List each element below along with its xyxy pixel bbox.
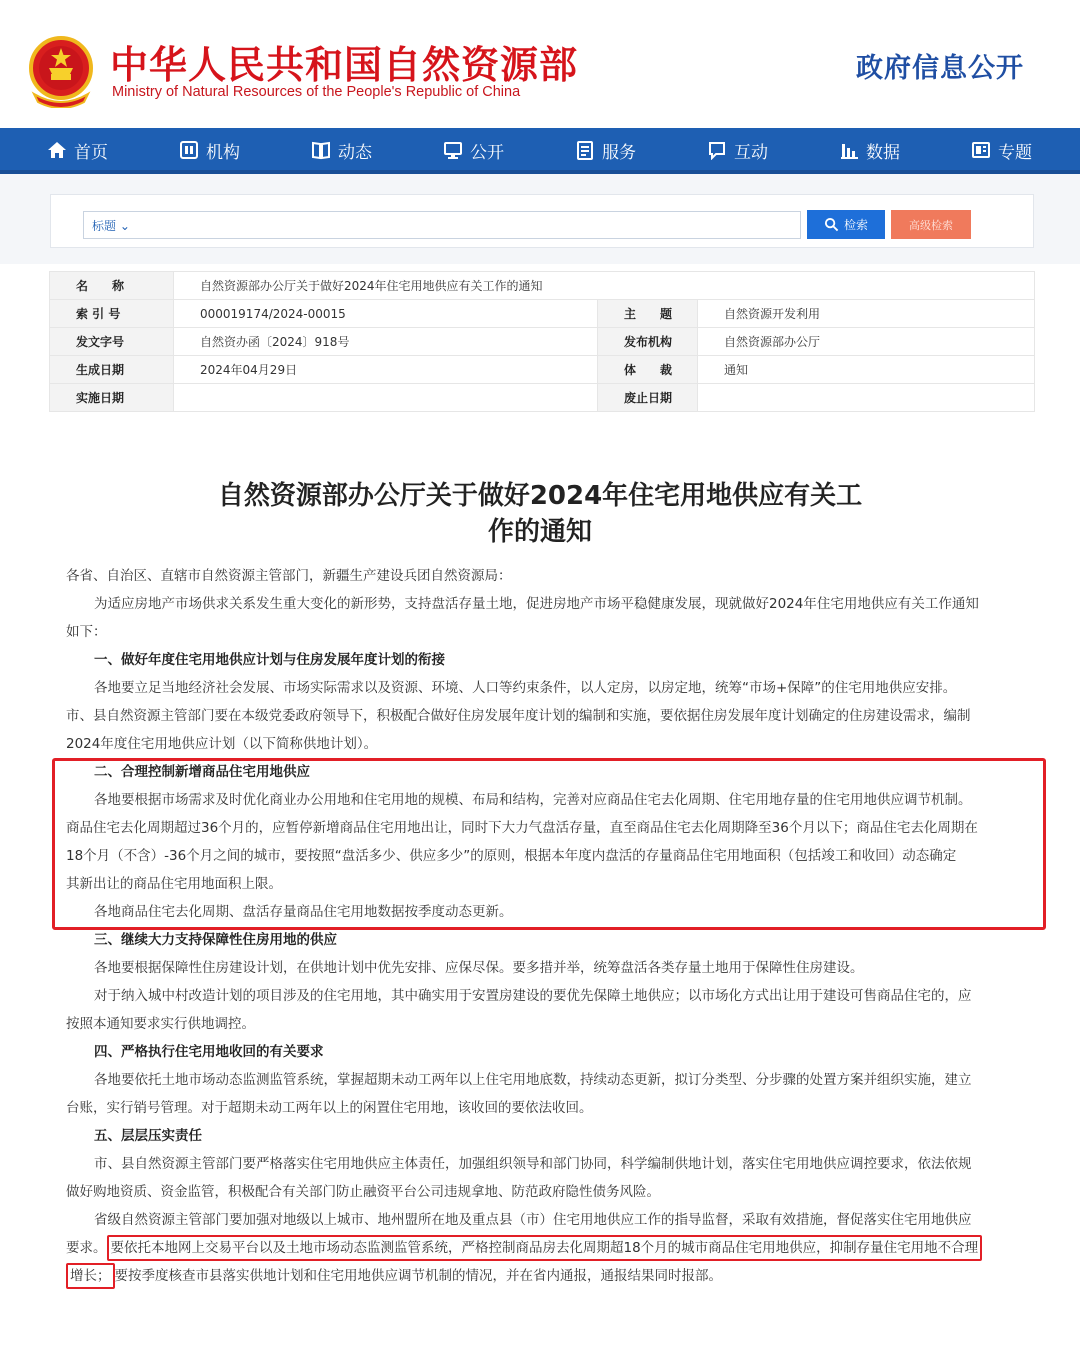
site-title: 中华人民共和国自然资源部 xyxy=(110,43,579,87)
nav-item-disclosure[interactable] xyxy=(443,128,504,172)
site-header xyxy=(0,0,1080,128)
nav-label: 公开 xyxy=(470,142,504,163)
meta-value xyxy=(698,384,1035,412)
site-subtitle: Ministry of Natural Resources of the People's Republic of China xyxy=(112,84,521,100)
table-row xyxy=(50,356,1035,384)
nav-item-home[interactable] xyxy=(47,128,108,172)
search-band xyxy=(0,174,1080,264)
paragraph: 其新出让的商品住宅用地面积上限。 xyxy=(66,876,282,892)
advanced-search-button[interactable]: 高级检索 xyxy=(891,210,971,239)
nav-label: 动态 xyxy=(338,142,372,163)
paragraph: 各地要根据市场需求及时优化商业办公用地和住宅用地的规模、布局和结构，完善对应商品住宅去化周期、住宅用地存量的住宅用地供应调节机制。 xyxy=(94,792,972,808)
search-icon xyxy=(824,217,839,232)
meta-value: 000019174/2024-00015 xyxy=(174,300,598,328)
main-nav xyxy=(0,128,1080,174)
paragraph xyxy=(66,1234,1016,1262)
meta-label: 发文字号 xyxy=(50,328,174,356)
highlighted-text: 增长； xyxy=(66,1263,115,1289)
paragraph: 如下： xyxy=(66,624,107,640)
nav-item-org[interactable] xyxy=(179,128,240,172)
paragraph: 商品住宅去化周期超过36个月的，应暂停新增商品住宅用地出让，同时下大力气盘活存量，直至商品住宅去化周期降至36个月以下；商品住宅去化周期在 xyxy=(66,820,978,836)
search-field-select[interactable]: 标题 ⌄ xyxy=(92,219,130,233)
paragraph: 市、县自然资源主管部门要严格落实住宅用地供应主体责任，加强组织领导和部门协同，科学编制供地计划，落实住宅用地供应调控要求，依法依规 xyxy=(94,1156,972,1172)
salutation: 各省、自治区、直辖市自然资源主管部门，新疆生产建设兵团自然资源局： xyxy=(66,568,512,584)
home-icon xyxy=(47,140,67,160)
document-title xyxy=(150,478,930,550)
nav-item-data[interactable] xyxy=(839,128,900,172)
nav-label: 服务 xyxy=(602,142,636,163)
title-line: 自然资源部办公厅关于做好2024年住宅用地供应有关工 xyxy=(217,481,863,511)
meta-label: 索 引 号 xyxy=(50,300,174,328)
nav-item-service[interactable] xyxy=(575,128,636,172)
paragraph xyxy=(66,1262,1016,1290)
chevron-down-icon: ⌄ xyxy=(119,219,130,233)
meta-label: 生成日期 xyxy=(50,356,174,384)
meta-value: 通知 xyxy=(698,356,1035,384)
meta-label: 废止日期 xyxy=(598,384,698,412)
nav-label: 专题 xyxy=(998,142,1032,163)
meta-label: 主 题 xyxy=(598,300,698,328)
meta-value: 自然资源开发利用 xyxy=(698,300,1035,328)
meta-value: 2024年04月29日 xyxy=(174,356,598,384)
table-row xyxy=(50,300,1035,328)
topic-icon xyxy=(971,140,991,160)
paragraph: 按照本通知要求实行供地调控。 xyxy=(66,1016,255,1032)
table-row xyxy=(50,272,1035,300)
meta-label: 发布机构 xyxy=(598,328,698,356)
chat-icon xyxy=(707,140,727,160)
paragraph: 省级自然资源主管部门要加强对地级以上城市、地州盟所在地及重点县（市）住宅用地供应工作的指导监督，采取有效措施，督促落实住宅用地供应 xyxy=(94,1212,972,1228)
search-input[interactable] xyxy=(83,211,801,239)
meta-value: 自然资办函〔2024〕918号 xyxy=(174,328,598,356)
paragraph: 对于纳入城中村改造计划的项目涉及的住宅用地，其中确实用于安置房建设的要优先保障土地供应；以市场化方式出让用于建设可售商品住宅的，应 xyxy=(94,988,972,1004)
meta-value: 自然资源部办公厅 xyxy=(698,328,1035,356)
highlight-box xyxy=(52,758,1046,930)
chart-icon xyxy=(839,140,859,160)
text-run: 要按季度核查市县落实供地计划和住宅用地供应调节机制的情况，并在省内通报，通报结果同时报部。 xyxy=(114,1268,722,1284)
highlighted-text: 要依托本地网上交易平台以及土地市场动态监测监管系统，严格控制商品房去化周期超18个月的城市商品住宅用地供应，抑制存量住宅用地不合理 xyxy=(107,1235,983,1261)
national-emblem-icon xyxy=(26,34,96,108)
nav-item-news[interactable] xyxy=(311,128,372,172)
meta-value: 自然资源部办公厅关于做好2024年住宅用地供应有关工作的通知 xyxy=(174,272,1035,300)
paragraph: 做好购地资质、资金监管，积极配合有关部门防止融资平台公司违规拿地、防范政府隐性债务风险。 xyxy=(66,1184,660,1200)
meta-label: 体 裁 xyxy=(598,356,698,384)
nav-item-interact[interactable] xyxy=(707,128,768,172)
paragraph: 市、县自然资源主管部门要在本级党委政府领导下，积极配合做好住房发展年度计划的编制和实施，要依据住房发展年度计划确定的住房建设需求，编制 xyxy=(66,708,971,724)
nav-label: 数据 xyxy=(866,142,900,163)
disclosure-icon xyxy=(443,140,463,160)
section-heading: 一、做好年度住宅用地供应计划与住房发展年度计划的衔接 xyxy=(94,652,445,668)
meta-label: 名 称 xyxy=(50,272,174,300)
document-meta-table xyxy=(49,271,1035,412)
org-icon xyxy=(179,140,199,160)
paragraph: 各地要根据保障性住房建设计划，在供地计划中优先安排、应保尽保。要多措并举，统筹盘活各类存量土地用于保障性住房建设。 xyxy=(94,960,864,976)
section-heading: 三、继续大力支持保障性住房用地的供应 xyxy=(94,932,337,948)
table-row xyxy=(50,384,1035,412)
table-row xyxy=(50,328,1035,356)
nav-label: 机构 xyxy=(206,142,240,163)
section-heading: 五、层层压实责任 xyxy=(94,1128,202,1144)
section-heading: 二、合理控制新增商品住宅用地供应 xyxy=(94,764,310,780)
text-run: 要求。 xyxy=(66,1240,107,1256)
paragraph: 各地商品住宅去化周期、盘活存量商品住宅用地数据按季度动态更新。 xyxy=(94,904,513,920)
title-line: 作的通知 xyxy=(487,517,592,547)
search-box xyxy=(50,194,1034,248)
meta-value xyxy=(174,384,598,412)
meta-label: 实施日期 xyxy=(50,384,174,412)
paragraph: 2024年度住宅用地供应计划（以下简称供地计划）。 xyxy=(66,736,378,752)
paragraph: 为适应房地产市场供求关系发生重大变化的新形势，支持盘活存量土地，促进房地产市场平稳健康发展，现就做好2024年住宅用地供应有关工作通知 xyxy=(94,596,979,612)
paragraph: 18个月（不含）-36个月之间的城市，要按照“盘活多少、供应多少”的原则，根据本年度内盘活的存量商品住宅用地面积（包括竣工和收回）动态确定 xyxy=(66,848,957,864)
gov-info-link[interactable]: 政府信息公开 xyxy=(856,53,1024,84)
news-icon xyxy=(311,140,331,160)
paragraph: 台账，实行销号管理。对于超期未动工两年以上的闲置住宅用地，该收回的要依法收回。 xyxy=(66,1100,593,1116)
paragraph: 各地要立足当地经济社会发展、市场实际需求以及资源、环境、人口等约束条件，以人定房，以房定地，统筹“市场+保障”的住宅用地供应安排。 xyxy=(94,680,957,696)
service-icon xyxy=(575,140,595,160)
nav-item-topic[interactable] xyxy=(971,128,1032,172)
section-heading: 四、严格执行住宅用地收回的有关要求 xyxy=(94,1044,324,1060)
paragraph: 各地要依托土地市场动态监测监管系统，掌握超期未动工两年以上住宅用地底数，持续动态更新，拟订分类型、分步骤的处置方案并组织实施，建立 xyxy=(94,1072,972,1088)
nav-label: 首页 xyxy=(74,142,108,163)
nav-label: 互动 xyxy=(734,142,768,163)
search-button[interactable]: 检索 xyxy=(807,210,885,239)
